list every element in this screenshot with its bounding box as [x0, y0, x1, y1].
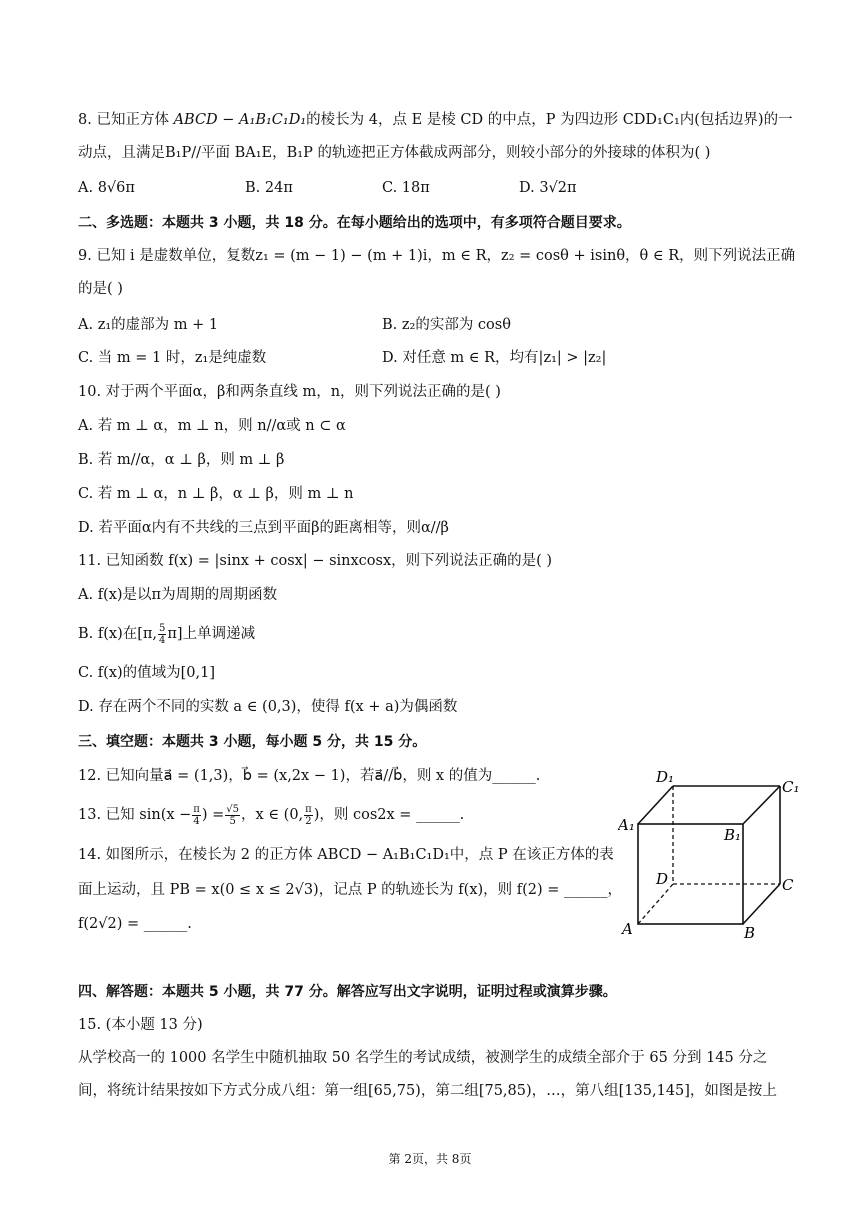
q13-fraction-1: [192, 804, 201, 827]
q11-fraction-denominator: 4: [159, 634, 166, 646]
q9-option-d: D. 对任意 m ∈ R，均有|z₁| > |z₂|: [382, 350, 607, 366]
q13-text: [78, 800, 464, 830]
q13-prefix: 13. 已知 sin(x −: [78, 807, 192, 823]
q11-fraction: [158, 623, 166, 646]
label-b: B: [744, 924, 756, 942]
q11-option-b: [78, 620, 255, 648]
label-b1: B₁: [724, 826, 742, 844]
q11-option-b-prefix: B. f(x)在[π,: [78, 626, 158, 642]
label-c1: C₁: [782, 778, 800, 796]
cube-hidden-edge-ad: [638, 884, 673, 924]
label-c: C: [782, 876, 794, 894]
q11-option-d: D. 存在两个不同的实数 a ∈ (0,3)，使得 f(x + a)为偶函数: [78, 699, 458, 715]
label-a1: A₁: [618, 816, 635, 834]
q10-stem: 10. 对于两个平面α，β和两条直线 m，n，则下列说法正确的是( ): [78, 384, 501, 400]
q8-prefix: 8. 已知正方体: [78, 112, 174, 128]
q13-f1-den: 4: [193, 815, 200, 827]
section-heading-solutions: 四、解答题：本题共 5 小题，共 77 分。解答应写出文字说明，证明过程或演算步骤。: [78, 984, 617, 1000]
q13-f2-den: 5: [229, 815, 236, 827]
cube-edge-b1c1: [743, 786, 780, 824]
q9-line2: 的是( ): [78, 281, 123, 297]
label-a: A: [622, 920, 633, 938]
q9-line1: 9. 已知 i 是虚数单位，复数z₁ = (m − 1) − (m + 1)i，m ∈ R，z₂ = cosθ + isinθ，θ ∈ R，则下列说法正确: [78, 248, 796, 264]
q13-mid2: ，x ∈ (0,: [241, 807, 304, 823]
q8-option-c: C. 18π: [382, 180, 430, 196]
q8-mid: 的棱长为 4，点 E 是棱 CD 的中点，P 为四边形 CDD₁C₁内(包括边界)的一: [306, 112, 793, 128]
q13-f1-num: π: [193, 803, 200, 815]
section-heading-multiple-choice: 二、多选题：本题共 3 小题，共 18 分。在每小题给出的选项中，有多项符合题目要求。: [78, 215, 631, 231]
cube-edge-bc: [743, 884, 780, 924]
q14-line1: 14. 如图所示，在棱长为 2 的正方体 ABCD − A₁B₁C₁D₁中，点 P 在该正方体的表: [78, 847, 614, 863]
q10-option-b: B. 若 m//α，α ⊥ β，则 m ⊥ β: [78, 452, 285, 468]
q13-suffix: )，则 cos2x = ______.: [313, 807, 465, 823]
q10-option-c: C. 若 m ⊥ α，n ⊥ β，α ⊥ β，则 m ⊥ n: [78, 486, 354, 502]
q10-option-a: A. 若 m ⊥ α，m ⊥ n，则 n//α或 n ⊂ α: [78, 418, 346, 434]
label-d: D: [656, 870, 669, 888]
q8-solid: ABCD − A₁B₁C₁D₁: [173, 112, 307, 128]
section-heading-fill-in: 三、填空题：本题共 3 小题，每小题 5 分，共 15 分。: [78, 734, 427, 750]
q13-fraction-2: [225, 804, 240, 827]
q15-line1: 从学校高一的 1000 名学生中随机抽取 50 名学生的考试成绩，被测学生的成绩全部介于 65 分到 145 分之: [78, 1050, 768, 1066]
q14-line2: 面上运动，且 PB = x(0 ≤ x ≤ 2√3)，记点 P 的轨迹长为 f(x)，则 f(2) = ______，: [78, 882, 623, 898]
q12-text: 12. 已知向量a⃗ = (1,3)，b⃗ = (x,2x − 1)，若a⃗//b⃗，则 x 的值为______.: [78, 768, 541, 784]
q10-option-d: D. 若平面α内有不共线的三点到平面β的距离相等，则α//β: [78, 520, 449, 536]
q13-mid1: ) =: [201, 807, 225, 823]
q8-option-d: D. 3√2π: [519, 180, 577, 196]
q15-line2: 间，将统计结果按如下方式分成八组：第一组[65,75)，第二组[75,85)，…，第八组[135,145]，如图是按上: [78, 1083, 777, 1099]
q15-title: 15. (本小题 13 分): [78, 1017, 203, 1033]
q8-option-b: B. 24π: [245, 180, 293, 196]
q13-f3-den: 2: [305, 815, 312, 827]
q11-option-b-suffix: π]上单调递减: [167, 626, 256, 642]
q14-line3: f(2√2) = ______.: [78, 916, 192, 932]
q9-option-b: B. z₂的实部为 cosθ: [382, 317, 511, 333]
q9-option-c: C. 当 m = 1 时，z₁是纯虚数: [78, 350, 267, 366]
q8-option-a: A. 8√6π: [78, 180, 135, 196]
q13-f2-num: √5: [226, 803, 240, 815]
q8-line2: 动点，且满足B₁P//平面 BA₁E，B₁P 的轨迹把正方体截成两部分，则较小部分的外接球的体积为( ): [78, 145, 711, 161]
q9-option-a: A. z₁的虚部为 m + 1: [78, 317, 219, 333]
page-footer: 第 2页，共 8页: [388, 1152, 472, 1166]
label-d1: D₁: [656, 768, 675, 786]
q13-f3-num: π: [305, 803, 312, 815]
cube-figure: [618, 766, 808, 946]
q8-line1: [78, 110, 793, 130]
q13-fraction-3: [304, 804, 313, 827]
q11-option-a: A. f(x)是以π为周期的周期函数: [78, 587, 278, 603]
cube-edge-a1d1: [638, 786, 673, 824]
q11-option-c: C. f(x)的值域为[0,1]: [78, 665, 216, 681]
q11-stem: 11. 已知函数 f(x) = |sinx + cosx| − sinxcosx，则下列说法正确的是( ): [78, 553, 553, 569]
q11-fraction-numerator: 5: [159, 622, 166, 634]
